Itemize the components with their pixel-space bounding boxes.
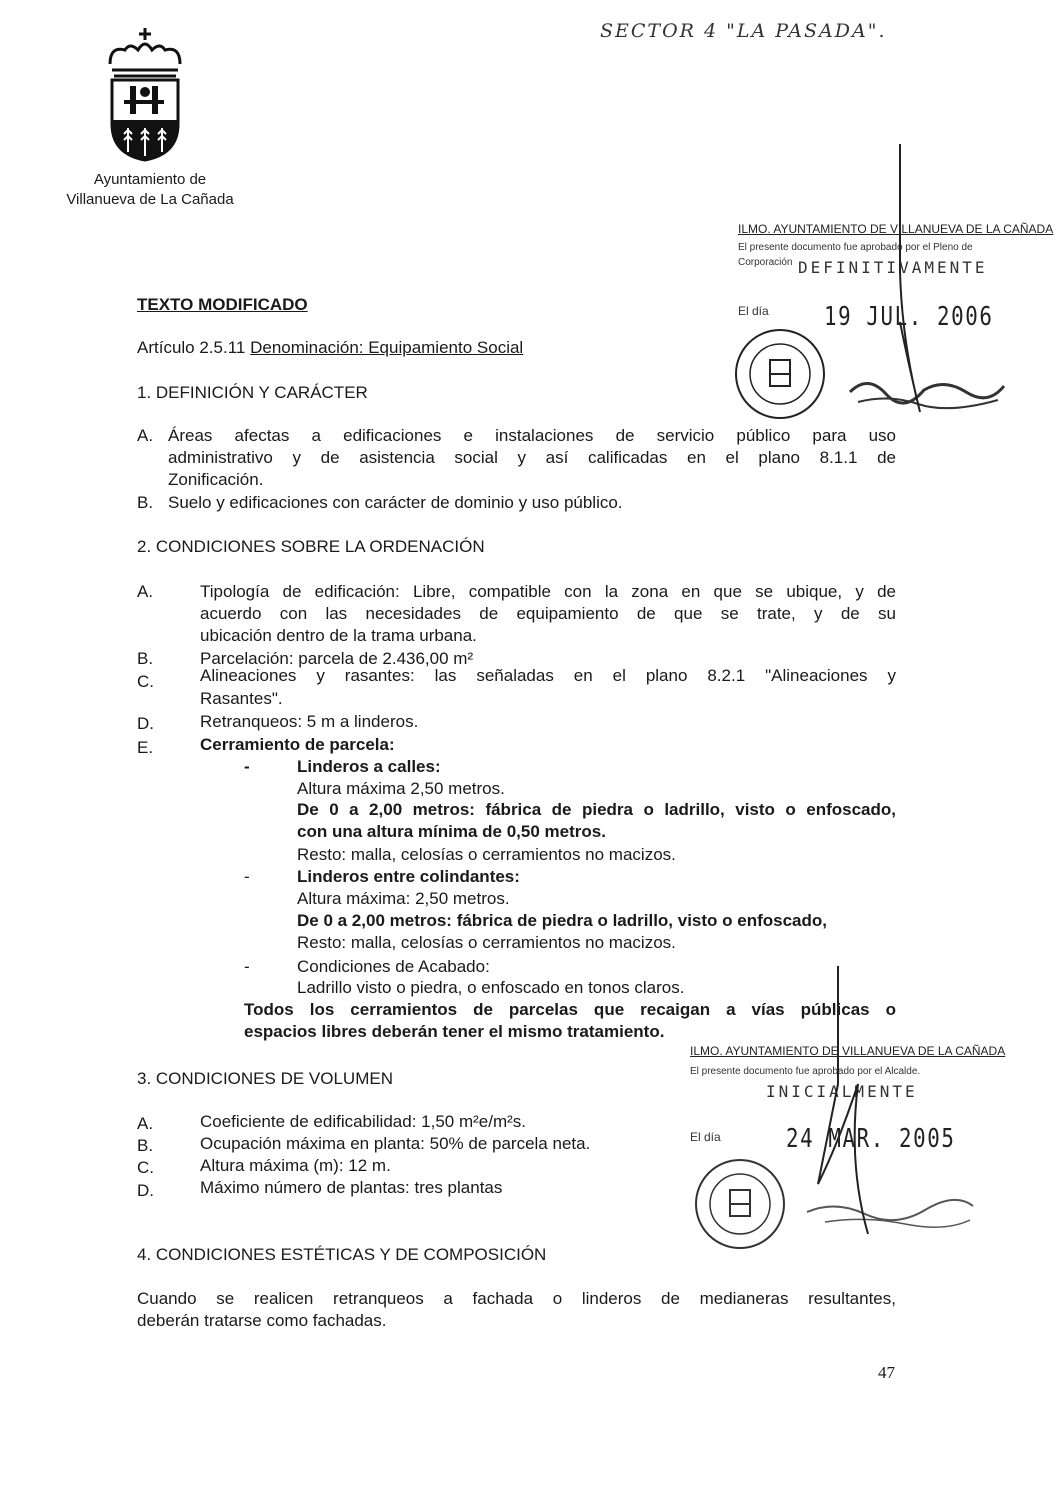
subheading: Cerramiento de parcela: [200,735,395,754]
item-marker: A. [137,426,154,445]
signature-line-icon [890,142,950,447]
org-line-2: Villanueva de La Cañada [66,191,234,208]
section-1-title: 1. DEFINICIÓN Y CARÁCTER [137,383,368,402]
stamp-title: ILMO. AYUNTAMIENTO DE VILLANUEVA DE LA CAÑADA [738,222,1054,236]
section-heading: TEXTO MODIFICADO [137,295,308,314]
organization-name [60,170,240,210]
item-marker: B. [137,649,154,668]
dash-marker: - [244,867,250,886]
paragraph-line: Retranqueos: 5 m a linderos. [200,712,419,731]
stamp-date-label: El día [690,1130,721,1144]
paragraph-line: Coeficiente de edificabilidad: 1,50 m²e/m²s. [200,1112,526,1131]
stamp-date: 24 MAR. 2005 [786,1124,956,1154]
paragraph-line: Tipología de edificación: Libre, compatible con la zona en que se ubique, y de [200,582,896,601]
stamp-status: DEFINITIVAMENTE [798,258,988,277]
article-title [137,337,523,359]
paragraph-line: Cuando se realicen retranqueos a fachada o linderos de medianeras resultantes, [137,1289,896,1308]
section-2-title: 2. CONDICIONES SOBRE LA ORDENACIÓN [137,537,485,556]
stamp-status: INICIALMENTE [766,1082,918,1101]
stamp-date-label: El día [738,304,769,318]
subheading: Linderos entre colindantes: [297,867,520,886]
paragraph-line: Zonificación. [168,470,264,489]
paragraph-line: Áreas afectas a edificaciones e instalaciones de servicio público para uso [168,426,896,445]
approval-stamp-initial [690,1044,1010,1264]
paragraph-line: administrativo y de asistencia social y así calificadas en el plano 8.1.1 de [168,448,896,467]
section-3-title: 3. CONDICIONES DE VOLUMEN [137,1069,393,1088]
stamp-line-1: El presente documento fue aprobado por el Alcalde. [690,1066,921,1077]
item-marker: C. [137,1158,154,1177]
item-marker: E. [137,738,154,757]
paragraph-line: De 0 a 2,00 metros: fábrica de piedra o ladrillo, visto o enfoscado, [297,911,827,930]
item-marker: B. [137,493,154,512]
paragraph-line: Ladrillo visto o piedra, o enfoscado en tonos claros. [297,978,685,997]
paragraph-line: Máximo número de plantas: tres plantas [200,1178,503,1197]
dash-marker: - [244,957,250,976]
paragraph-line: con una altura mínima de 0,50 metros. [297,822,606,841]
subheading: Condiciones de Acabado: [297,957,490,976]
municipal-seal-icon [690,1154,790,1259]
item-marker: D. [137,1181,154,1200]
stamp-line-2: Corporación [738,257,793,268]
paragraph-line: Todos los cerramientos de parcelas que recaigan a vías públicas o [244,1000,896,1019]
paragraph-line: De 0 a 2,00 metros: fábrica de piedra o ladrillo, visto o enfoscado, [297,800,896,819]
coat-of-arms-logo [100,24,190,164]
paragraph-line: Rasantes". [200,689,283,708]
paragraph-line: acuerdo con las necesidades de equipamiento de que se trate, y de su [200,604,896,623]
article-denomination: Denominación: Equipamiento Social [250,338,524,357]
paragraph-line: deberán tratarse como fachadas. [137,1311,387,1330]
stamp-title: ILMO. AYUNTAMIENTO DE VILLANUEVA DE LA CAÑADA [690,1044,1006,1058]
item-marker: D. [137,714,154,733]
stamp-line-1: El presente documento fue aprobado por el Pleno de [738,242,973,253]
paragraph-line: Altura máxima: 2,50 metros. [297,889,510,908]
paragraph-line: Resto: malla, celosías o cerramientos no macizos. [297,845,676,864]
paragraph-line: Altura máxima (m): 12 m. [200,1156,391,1175]
page-number: 47 [878,1363,895,1382]
item-marker: A. [137,582,154,601]
paragraph-line: Ocupación máxima en planta: 50% de parcela neta. [200,1134,591,1153]
item-marker: C. [137,672,154,691]
paragraph-line: Altura máxima 2,50 metros. [297,779,505,798]
paragraph-line: ubicación dentro de la trama urbana. [200,626,477,645]
signature-line-icon [808,964,888,1269]
paragraph-line: Resto: malla, celosías o cerramientos no macizos. [297,933,676,952]
approval-stamp-definitive [738,222,1054,422]
municipal-seal-icon [730,324,830,429]
subheading: Linderos a calles: [297,757,441,776]
dash-marker: - [244,757,250,776]
stamp-date: 19 JUL. 2006 [824,302,994,332]
section-4-title: 4. CONDICIONES ESTÉTICAS Y DE COMPOSICIÓN [137,1245,547,1264]
article-number: Artículo 2.5.11 [137,338,246,357]
handwritten-note: SECTOR 4 "LA PASADA". [600,20,887,42]
paragraph-line: Parcelación: parcela de 2.436,00 m² [200,649,474,668]
paragraph-line: Suelo y edificaciones con carácter de dominio y uso público. [168,493,623,512]
org-line-1: Ayuntamiento de [93,171,207,188]
item-marker: A. [137,1114,154,1133]
paragraph-line: Alineaciones y rasantes: las señaladas en el plano 8.2.1 "Alineaciones y [200,666,896,685]
item-marker: B. [137,1136,154,1155]
paragraph-line: espacios libres deberán tener el mismo tratamiento. [244,1022,665,1041]
